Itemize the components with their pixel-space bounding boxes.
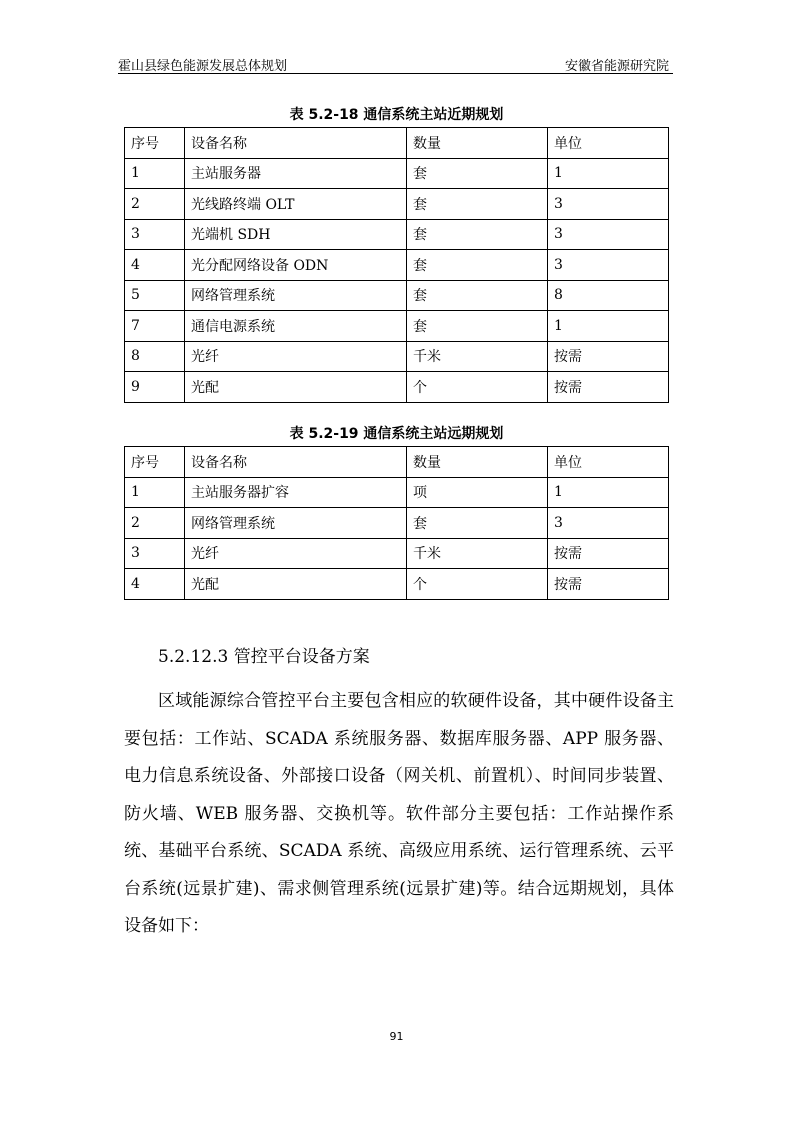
table1-caption: 表 5.2-18 通信系统主站近期规划	[289, 107, 504, 123]
table-header-cell: 序号	[125, 447, 185, 478]
table-header-cell: 设备名称	[185, 128, 407, 159]
table-cell: 光线路终端 OLT	[185, 189, 407, 220]
table-cell: 光分配网络设备 ODN	[185, 250, 407, 281]
table-cell: 套	[407, 280, 548, 311]
table-header-cell: 序号	[125, 128, 185, 159]
table-cell: 项	[407, 477, 548, 508]
table-cell: 4	[125, 569, 185, 600]
table-cell: 3	[125, 538, 185, 569]
table-cell: 按需	[548, 341, 669, 372]
page-number: 91	[389, 1030, 404, 1043]
table-cell: 3	[548, 219, 669, 250]
page-header-right: 安徽省能源研究院	[564, 59, 669, 74]
table-cell: 通信电源系统	[185, 311, 407, 342]
table-cell: 2	[125, 189, 185, 220]
table-cell: 套	[407, 189, 548, 220]
table-cell: 光端机 SDH	[185, 219, 407, 250]
table-row	[125, 250, 669, 281]
table-row	[125, 311, 669, 342]
table-row	[125, 158, 669, 189]
body-paragraph: 区域能源综合管控平台主要包含相应的软硬件设备，其中硬件设备主要包括：工作站、SCADA 系统服务器、数据库服务器、APP 服务器、电力信息系统设备、外部接口设备（网关机、前置机）、时间同步装置、防火墙、WEB 服务器、交换机等。软件部分主要包括：工作站操作系统、基础平台系统、SCADA 系统、高级应用系统、运行管理系统、云平台系统(远景扩建)、需求侧管理系统(远景扩建)等。结合远期规划，具体设备如下：	[124, 691, 674, 936]
table-cell: 套	[407, 508, 548, 539]
table-header-cell: 数量	[407, 447, 548, 478]
table-cell: 3	[125, 219, 185, 250]
table-header-cell: 单位	[548, 447, 669, 478]
table-row	[125, 508, 669, 539]
table-cell: 套	[407, 250, 548, 281]
table-row	[125, 219, 669, 250]
table-cell: 千米	[407, 538, 548, 569]
table-near-term-plan	[124, 127, 669, 403]
table-row	[125, 477, 669, 508]
table-cell: 按需	[548, 372, 669, 403]
table-cell: 8	[125, 341, 185, 372]
table-cell: 5	[125, 280, 185, 311]
table-row	[125, 341, 669, 372]
table-cell: 套	[407, 158, 548, 189]
table-long-term-plan	[124, 446, 669, 600]
table-cell: 主站服务器扩容	[185, 477, 407, 508]
table-cell: 光纤	[185, 341, 407, 372]
table-cell: 套	[407, 311, 548, 342]
table-cell: 套	[407, 219, 548, 250]
table-row	[125, 280, 669, 311]
table-cell: 1	[548, 477, 669, 508]
table-cell: 1	[548, 311, 669, 342]
table-header-cell: 单位	[548, 128, 669, 159]
table-header-cell: 设备名称	[185, 447, 407, 478]
table-cell: 网络管理系统	[185, 280, 407, 311]
table-cell: 9	[125, 372, 185, 403]
section-heading: 5.2.12.3 管控平台设备方案	[158, 647, 370, 667]
table-cell: 千米	[407, 341, 548, 372]
header-rule	[118, 73, 673, 74]
table-cell: 8	[548, 280, 669, 311]
table-cell: 按需	[548, 569, 669, 600]
table-cell: 1	[125, 158, 185, 189]
table-cell: 光配	[185, 372, 407, 403]
table-row	[125, 189, 669, 220]
table-cell: 光纤	[185, 538, 407, 569]
table-cell: 7	[125, 311, 185, 342]
page-header-left: 霍山县绿色能源发展总体规划	[118, 59, 288, 74]
table-header-row	[125, 447, 669, 478]
table-header-cell: 数量	[407, 128, 548, 159]
table-cell: 个	[407, 569, 548, 600]
table-header-row	[125, 128, 669, 159]
table-cell: 3	[548, 508, 669, 539]
table-cell: 光配	[185, 569, 407, 600]
table-cell: 个	[407, 372, 548, 403]
table-cell: 网络管理系统	[185, 508, 407, 539]
table-cell: 1	[548, 158, 669, 189]
table-cell: 4	[125, 250, 185, 281]
table2-caption: 表 5.2-19 通信系统主站远期规划	[289, 426, 504, 442]
table-cell: 3	[548, 189, 669, 220]
table-row	[125, 569, 669, 600]
table-row	[125, 538, 669, 569]
table-cell: 2	[125, 508, 185, 539]
table-cell: 主站服务器	[185, 158, 407, 189]
table-row	[125, 372, 669, 403]
table-cell: 3	[548, 250, 669, 281]
table-cell: 1	[125, 477, 185, 508]
table-cell: 按需	[548, 538, 669, 569]
